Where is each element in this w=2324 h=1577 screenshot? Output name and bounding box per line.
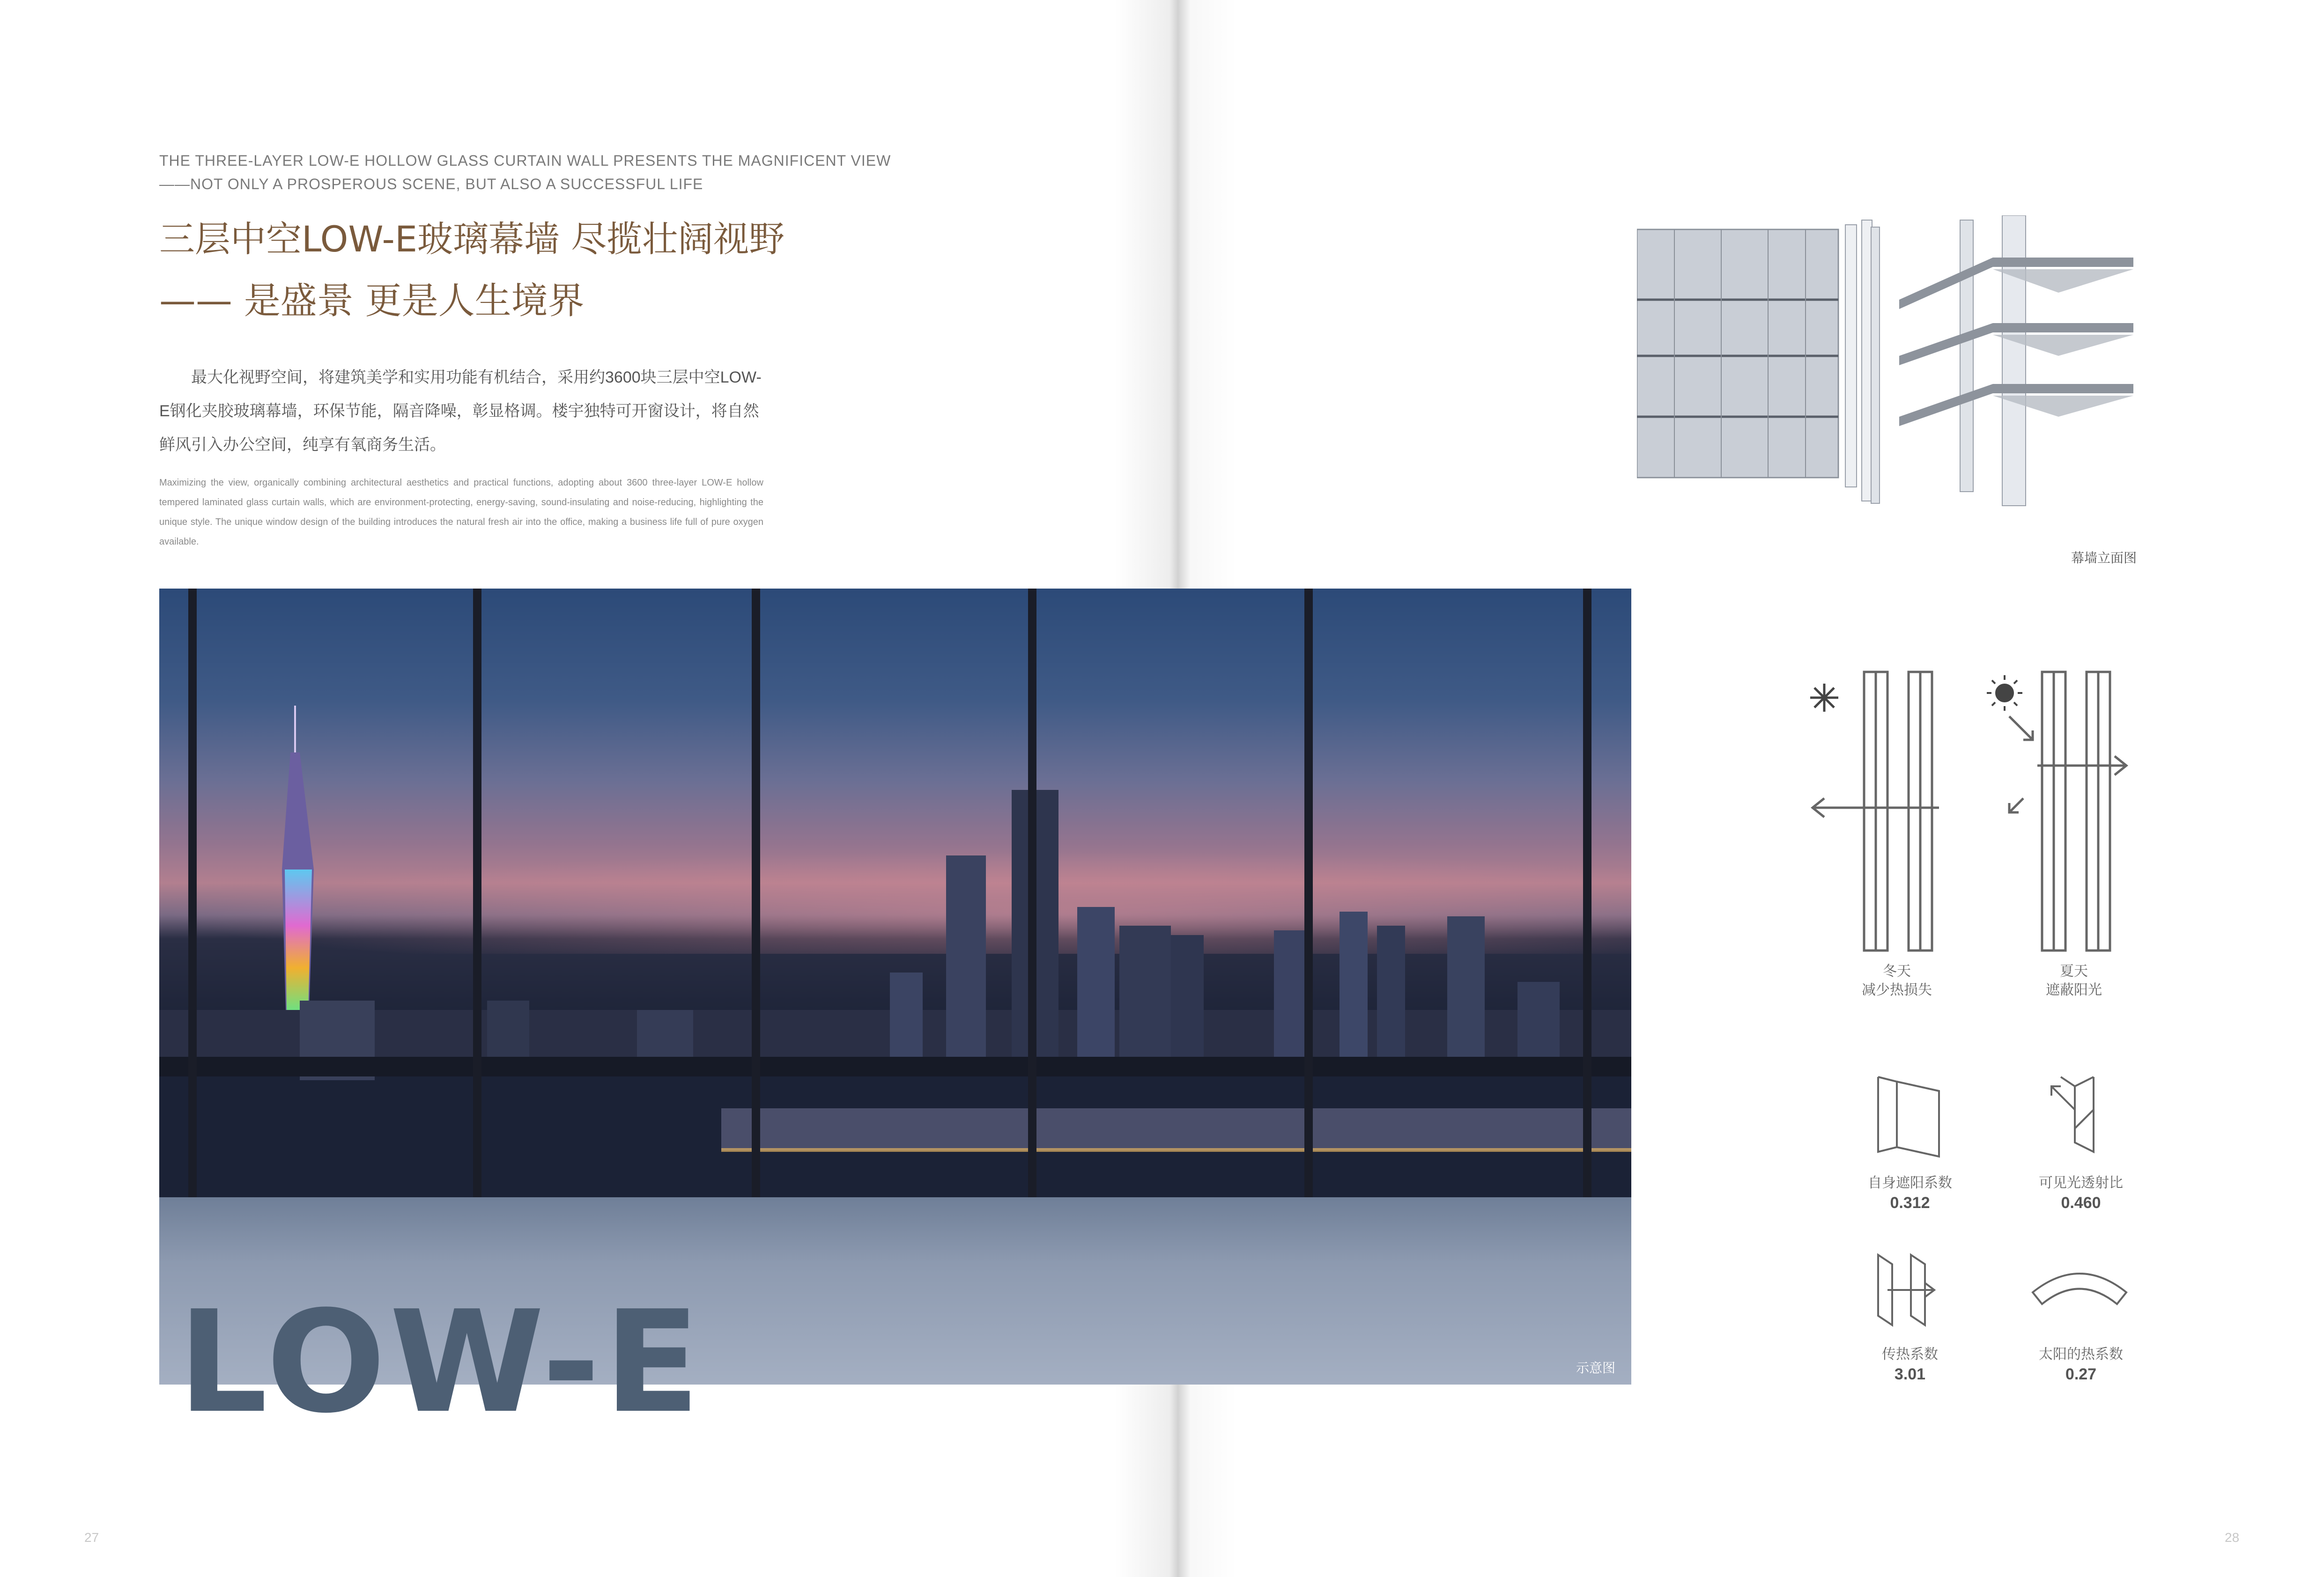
seasonal-glass-diagram	[1803, 665, 2178, 955]
body-text-chinese: 最大化视野空间，将建筑美学和实用功能有机结合，采用约3600块三层中空LOW-E钢化夹胶玻璃幕墙，环保节能，隔音降噪，彰显格调。楼宇独特可开窗设计，将自然鲜风引入办公空间，纯享有氧商务生活。	[159, 368, 762, 454]
summer-label: 夏天	[2060, 964, 2088, 979]
page-title: 三层中空LOW-E玻璃幕墙 尽揽壮阔视野	[159, 218, 785, 260]
metric-value-light: 0.460	[2061, 1194, 2101, 1212]
shading-coefficient-icon	[1869, 1072, 1953, 1161]
solar-heat-icon	[2028, 1264, 2131, 1320]
page-number-left: 27	[84, 1530, 99, 1545]
summer-sublabel: 遮蔽阳光	[2046, 982, 2102, 998]
winter-label: 冬天	[1883, 964, 1911, 979]
eyebrow-line-1: THE THREE-LAYER LOW-E HOLLOW GLASS CURTAIN WALL PRESENTS THE MAGNIFICENT VIEW	[159, 152, 891, 169]
heat-transfer-icon	[1869, 1245, 1953, 1334]
curtain-wall-elevation-drawing	[1637, 215, 2147, 515]
metric-label-solar-heat: 太阳的热系数	[2039, 1347, 2123, 1362]
snowflake-icon	[1810, 684, 1838, 712]
eyebrow-line-2: ——NOT ONLY A PROSPEROUS SCENE, BUT ALSO A SUCCESSFUL LIFE	[159, 176, 703, 192]
metric-value-solar-heat: 0.27	[2065, 1365, 2097, 1383]
metric-label-light: 可见光透射比	[2039, 1175, 2123, 1191]
winter-sublabel: 减少热损失	[1862, 982, 1932, 998]
page-number-right: 28	[2225, 1530, 2240, 1545]
metric-value-shading: 0.312	[1890, 1194, 1930, 1212]
metric-label-heat-transfer: 传热系数	[1882, 1347, 1938, 1362]
light-transmittance-icon	[2037, 1072, 2122, 1161]
low-e-overlay-text: LOW-E	[178, 1281, 704, 1444]
photo-caption: 示意图	[1576, 1361, 1616, 1375]
elevation-caption: 幕墙立面图	[2071, 551, 2137, 565]
city-night-view-photo	[159, 589, 1631, 1385]
metric-label-shading: 自身遮阳系数	[1868, 1175, 1952, 1191]
sun-icon	[1987, 675, 2022, 711]
metric-value-heat-transfer: 3.01	[1894, 1365, 1926, 1383]
page-subtitle: —— 是盛景 更是人生境界	[159, 280, 585, 322]
body-text-english: Maximizing the view, organically combining architectural aesthetics and practical functions, adopting about 3600 three-layer LOW-E hollow tempered laminated glass curtain walls, which are environment-protecting, energy-saving, sound-insulating and noise-reducing, highlighting the unique style. The unique window design of the building introduces the natural fresh air into the office, making a business life full of pure oxygen available.	[159, 478, 763, 547]
